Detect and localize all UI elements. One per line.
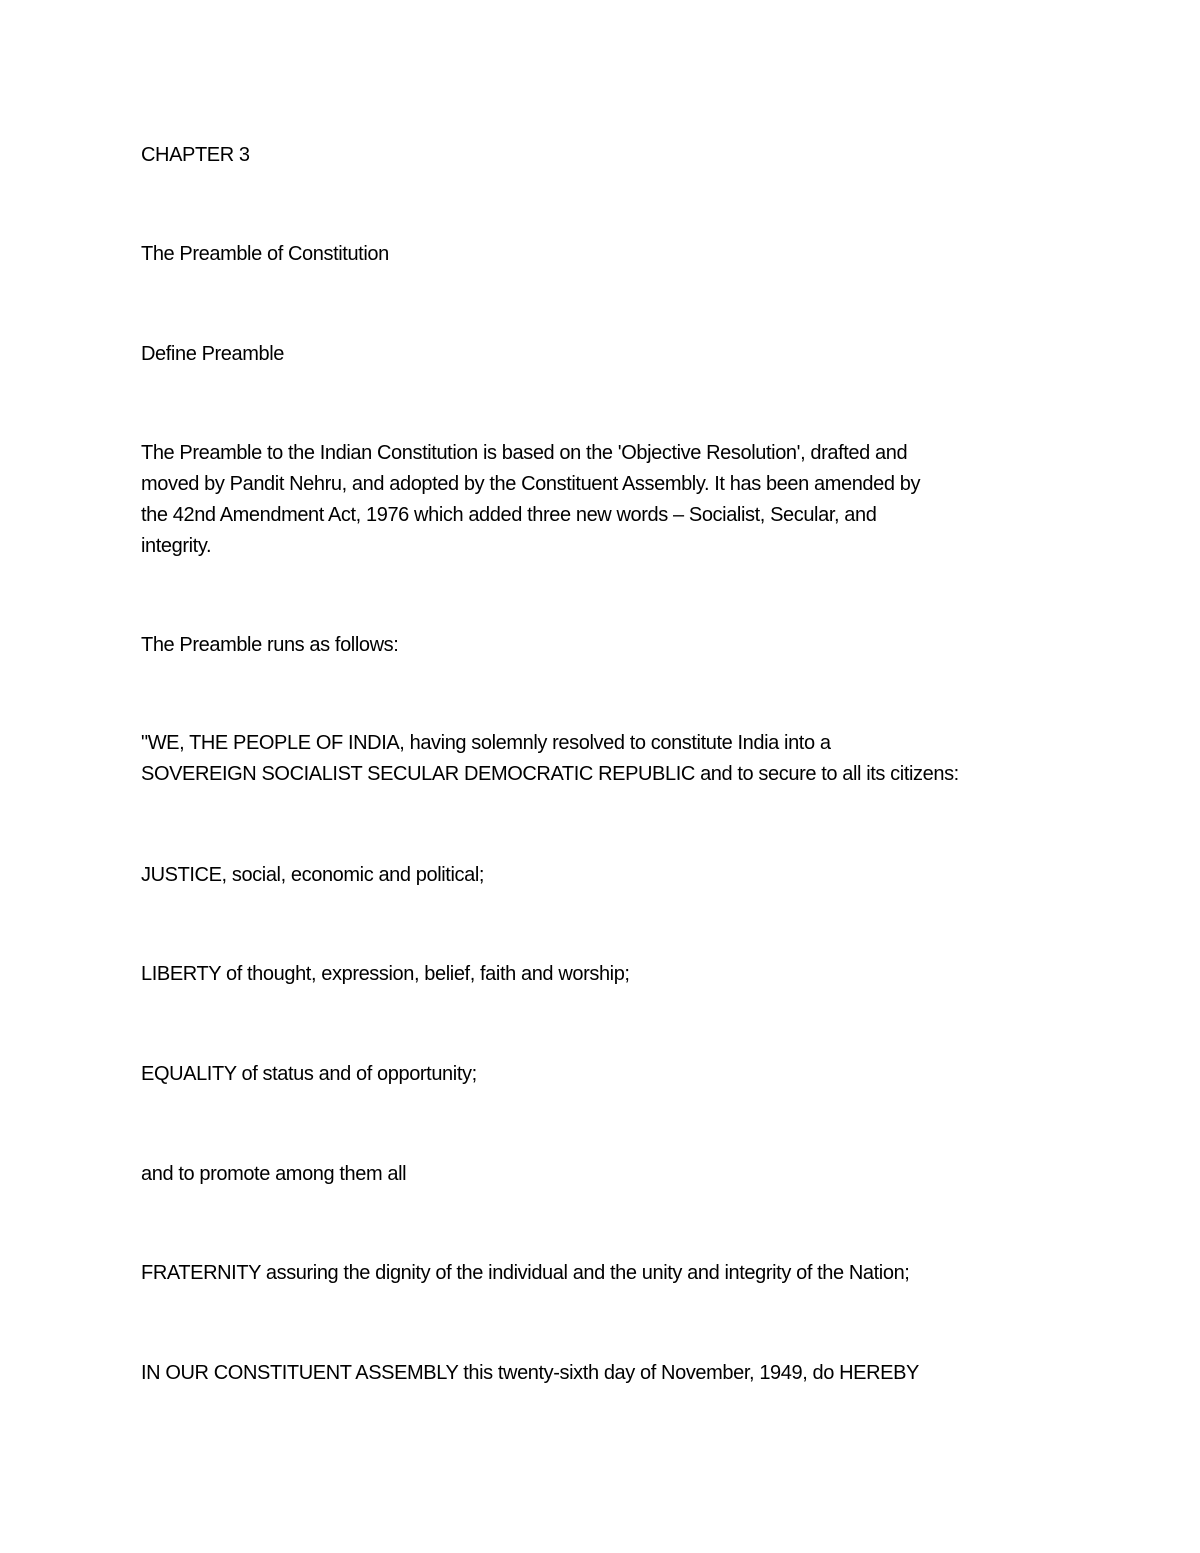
preamble-opening	[141, 728, 1071, 790]
preamble-line: SOVEREIGN SOCIALIST SECULAR DEMOCRATIC REPUBLIC and to secure to all its citizens:	[141, 763, 959, 785]
chapter-label: CHAPTER 3	[141, 144, 250, 166]
justice-clause: JUSTICE, social, economic and political;	[141, 864, 485, 886]
intro-line: moved by Pandit Nehru, and adopted by the Constituent Assembly. It has been amended by	[141, 473, 921, 495]
intro-paragraph	[141, 438, 1071, 562]
promote-text: and to promote among them all	[141, 1163, 407, 1185]
document-title: The Preamble of Constitution	[141, 243, 389, 265]
intro-line: The Preamble to the Indian Constitution is based on the 'Objective Resolution', drafted and	[141, 442, 908, 464]
equality-clause: EQUALITY of status and of opportunity;	[141, 1063, 477, 1085]
assembly-clause: IN OUR CONSTITUENT ASSEMBLY this twenty-sixth day of November, 1949, do HEREBY	[141, 1362, 919, 1384]
runs-as-follows-text: The Preamble runs as follows:	[141, 634, 399, 656]
preamble-line: "WE, THE PEOPLE OF INDIA, having solemnly resolved to constitute India into a	[141, 732, 831, 754]
fraternity-clause: FRATERNITY assuring the dignity of the individual and the unity and integrity of the Nation;	[141, 1262, 910, 1284]
intro-line: integrity.	[141, 535, 212, 557]
liberty-clause: LIBERTY of thought, expression, belief, faith and worship;	[141, 963, 630, 985]
intro-line: the 42nd Amendment Act, 1976 which added three new words – Socialist, Secular, and	[141, 504, 877, 526]
section-heading: Define Preamble	[141, 343, 284, 365]
